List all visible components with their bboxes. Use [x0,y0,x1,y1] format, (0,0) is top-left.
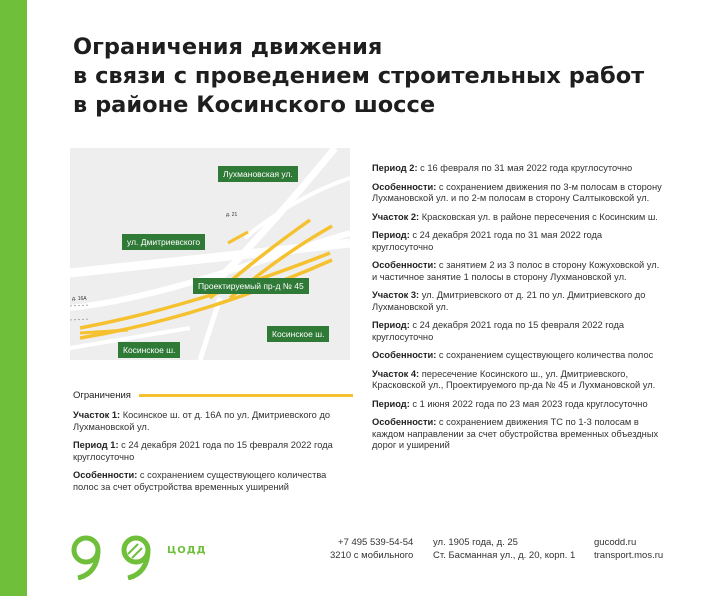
right-paragraph [372,350,662,362]
title-line-1: Ограничения движения [73,34,383,60]
para-text: с сохранением движения ТС по 1-3 полосам в каждом направлении за счет обустройства временных объездных дорог и уширений [372,417,659,450]
para-text: ул. Дмитриевского от д. 21 по ул. Дмитриевского до Лухмановской ул. [372,290,646,312]
contact-addresses [433,536,575,562]
left-text-column [73,410,353,500]
phone-main[interactable]: +7 495 539-54-54 [338,537,414,548]
map-label-d21: д. 21 [226,212,238,218]
left-paragraph [73,410,353,433]
right-paragraph [372,163,662,175]
legend-line-sample [139,394,353,397]
footer-logos [66,530,166,585]
right-paragraph [372,212,662,224]
contact-sites [594,536,663,562]
right-paragraph [372,320,662,343]
map-label-proektiruemy: Проектируемый пр-д № 45 [193,278,309,294]
para-label: Особенности: [372,417,437,427]
para-label: Период 1: [73,440,119,450]
map-label-lukhmanovskaya: Лухмановская ул. [218,166,298,182]
para-label: Период 2: [372,163,418,173]
para-text: с 16 февраля по 31 мая 2022 года круглосуточно [417,163,633,173]
right-text-column [372,163,662,459]
para-text: с сохранением существующего количества полос за счет обустройства временных уширений [73,470,327,492]
legend-label: Ограничения [73,390,131,401]
para-label: Участок 3: [372,290,420,300]
para-text: с занятием 2 из 3 полос в сторону Кожуховской ул. и частичное занятие 1 полосы в сторону Лухмановской ул. [372,260,660,282]
para-text: с сохранением движения по 3-м полосам в сторону Лухмановской ул. и по 2-м полосам в сторону Салтыковской ул. [372,181,662,203]
green-side-stripe [0,0,27,596]
right-paragraph [372,369,662,392]
para-text: Красковская ул. в районе пересечения с Косинским ш. [419,211,658,222]
para-text: Косинское ш. от д. 16А по ул. Дмитриевского до Лухмановской ул. [73,410,331,432]
site-transport-link[interactable]: transport.mos.ru [594,550,664,561]
para-label: Период: [372,230,410,240]
page-title [73,33,645,120]
restriction-line-6 [80,330,128,333]
para-text: с 24 декабря 2021 года по 15 февраля 2022 года круглосуточно [73,440,333,462]
map-label-dmitrievskogo: ул. Дмитриевского [122,234,205,250]
phone-mobile[interactable]: 3210 с мобильного [330,550,414,561]
map-label-kosinskoe-right: Косинское ш. [267,326,329,342]
para-text: с 1 июня 2022 года по 23 мая 2023 года круглосуточно [409,398,648,409]
right-paragraph [372,230,662,253]
para-text: пересечение Косинского ш., ул. Дмитриевского, Красковской ул., Проектируемого пр-да № 45 и Лухмановской ул. [372,368,656,390]
right-paragraph [372,417,662,452]
map-label-kosinskoe-left: Косинское ш. [118,342,180,358]
para-label: Особенности: [372,260,437,270]
contact-phones [330,536,413,562]
para-label: Участок 1: [73,410,121,420]
left-paragraph [73,470,353,493]
map-label-d16a: д. 16А [72,296,87,302]
left-paragraph [73,440,353,463]
right-paragraph [372,399,662,411]
brand-name: ЦОДД [167,545,207,556]
para-text: с сохранением существующего количества полос [436,350,654,360]
legend [73,390,353,401]
para-label: Период: [372,398,410,409]
site-gucodd-link[interactable]: gucodd.ru [594,537,637,548]
right-paragraph [372,182,662,205]
right-paragraph [372,290,662,313]
para-label: Особенности: [372,350,437,360]
title-line-2: в связи с проведением строительных работ [73,63,645,89]
para-label: Участок 4: [372,368,420,379]
para-text: с 24 декабря 2021 года по 15 февраля 2022 года круглосуточно [372,320,625,342]
para-text: с 24 декабря 2021 года по 31 мая 2022 года круглосуточно [372,230,603,252]
para-label: Период: [372,320,410,330]
para-label: Особенности: [73,470,138,480]
address-1: ул. 1905 года, д. 25 [433,537,518,548]
right-paragraph [372,260,662,283]
title-line-3: в районе Косинского шоссе [73,92,436,118]
address-2: Ст. Басманная ул., д. 20, корп. 1 [433,550,576,561]
codd-logo-icon [66,530,166,580]
road-map [70,148,350,360]
para-label: Участок 2: [372,211,420,222]
para-label: Особенности: [372,181,437,192]
